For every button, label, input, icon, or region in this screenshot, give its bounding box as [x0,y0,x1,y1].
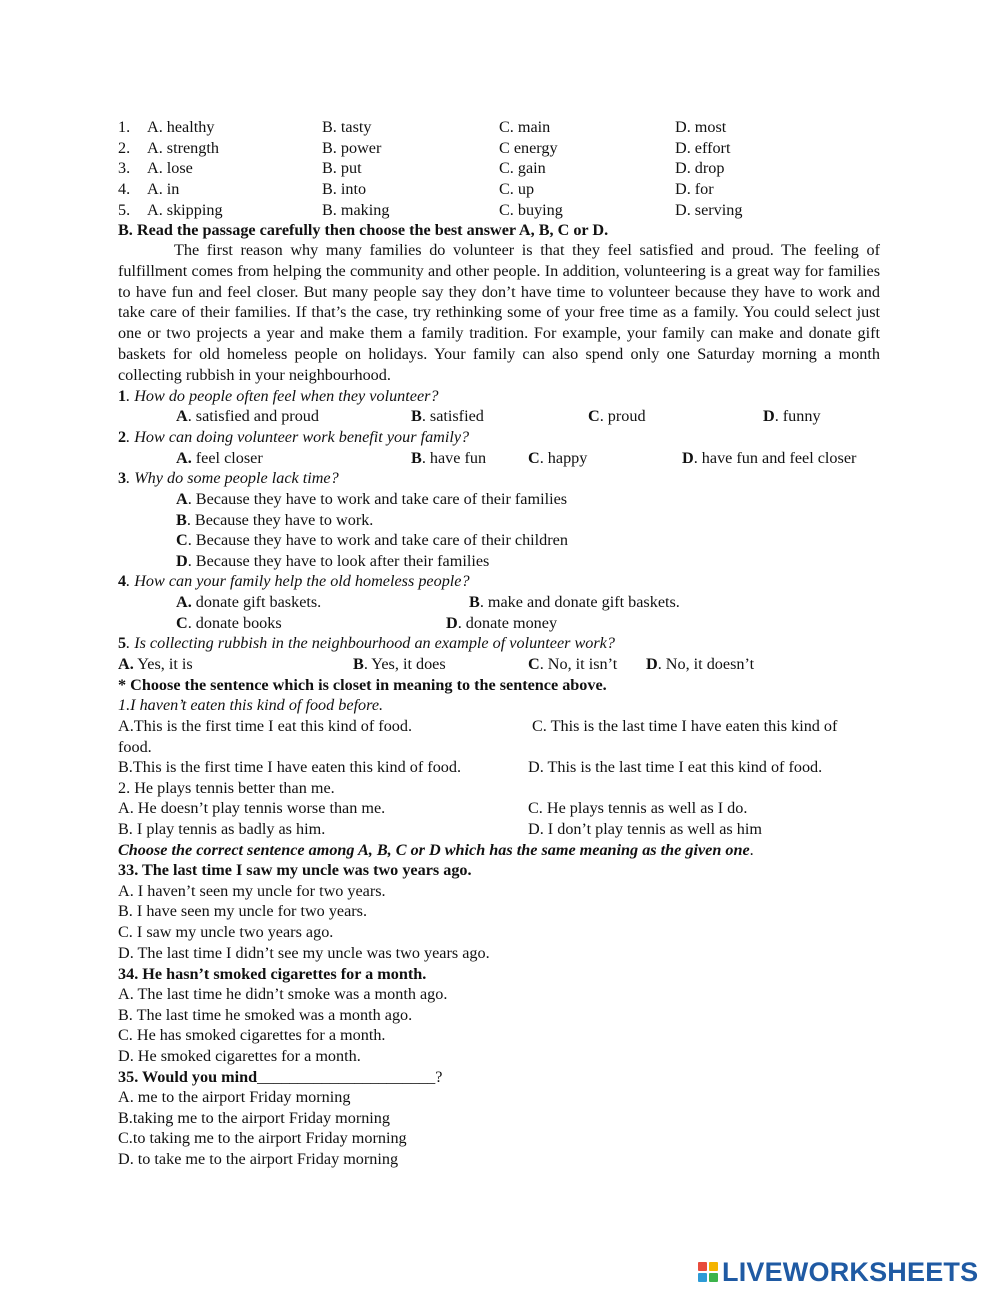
row-5-option-d: D. serving [675,201,743,219]
closest-sentence-2: 2. He plays tennis better than me. [118,779,335,797]
q35-option-d[interactable]: D. to take me to the airport Friday morning [118,1150,399,1168]
closest-1-option-c[interactable]: C. This is the last time I have eaten this kind of [532,717,838,735]
q33-option-b[interactable]: B. I have seen my uncle for two years. [118,902,368,920]
row-4-option-c: C. up [499,180,535,198]
q1-option-a[interactable]: A. satisfied and proud [176,407,319,425]
question-2: 2. How can doing volunteer work benefit your family? [118,428,470,446]
row-1-option-c: C. main [499,118,551,136]
q5-option-d[interactable]: D. No, it doesn’t [646,655,755,673]
q34-option-a[interactable]: A. The last time he didn’t smoke was a month ago. [118,985,448,1003]
logo-block-green [709,1273,718,1282]
q2-option-c[interactable]: C. happy [528,449,588,467]
q35-answer-blank[interactable]: ______________________? [257,1068,443,1086]
q33-option-c[interactable]: C. I saw my uncle two years ago. [118,923,334,941]
row-2-option-a: A. strength [147,139,219,157]
row-3-option-b: B. put [322,159,362,177]
closest-sentence-1: 1.I haven’t eaten this kind of food before. [118,696,384,714]
question-34: 34. He hasn’t smoked cigarettes for a month. [118,965,427,983]
q35-option-c[interactable]: C.to taking me to the airport Friday morning [118,1129,407,1147]
q33-option-a[interactable]: A. I haven’t seen my uncle for two years. [118,882,386,900]
q3-option-d[interactable]: D. Because they have to look after their families [176,552,490,570]
q35-option-a[interactable]: A. me to the airport Friday morning [118,1088,351,1106]
q1-option-b[interactable]: B. satisfied [411,407,484,425]
logo-block-red [698,1262,707,1271]
q3-option-b[interactable]: B. Because they have to work. [176,511,374,529]
closest-1-option-b[interactable]: B.This is the first time I have eaten this kind of food. [118,758,462,776]
q34-option-d[interactable]: D. He smoked cigarettes for a month. [118,1047,361,1065]
row-2-option-d: D. effort [675,139,731,157]
q3-option-a[interactable]: A. Because they have to work and take care of their families [176,490,568,508]
row-5-number: 5. [118,201,131,219]
row-1-number: 1. [118,118,131,136]
liveworksheets-logo [698,1255,978,1289]
question-33: 33. The last time I saw my uncle was two years ago. [118,861,472,879]
row-5-option-c: C. buying [499,201,563,219]
closest-1-option-a[interactable]: A.This is the first time I eat this kind of food. [118,717,413,735]
row-3-option-a: A. lose [147,159,193,177]
closest-2-option-d[interactable]: D. I don’t play tennis as well as him [528,820,762,838]
row-1-option-b: B. tasty [322,118,372,136]
logo-block-yellow [709,1262,718,1271]
q4-option-b[interactable]: B. make and donate gift baskets. [469,593,680,611]
question-1: 1. How do people often feel when they volunteer? [118,387,439,405]
row-4-option-b: B. into [322,180,367,198]
q2-option-b[interactable]: B. have fun [411,449,487,467]
closest-2-option-b[interactable]: B. I play tennis as badly as him. [118,820,326,838]
row-3-option-c: C. gain [499,159,546,177]
row-4-option-d: D. for [675,180,714,198]
reading-passage: The first reason why many families do volunteer is that they feel satisfied and proud. The feeling of fulfillment comes from helping the community and other people. In addition, volunteering is a great way for families to have fun and feel closer. But many people say they don’t have time to volunteer because they have to work and take care of their families. If that’s the case, try rethinking some of your free time as a family. You could select just one or two projects a year and make them a family tradition. For example, your family can make and donate gift baskets for old homeless people on holidays. Your family can also spend only one Saturday morning a month collecting rubbish in your neighbourhood. [118,241,880,384]
q33-option-d[interactable]: D. The last time I didn’t see my uncle was two years ago. [118,944,490,962]
closest-2-option-a[interactable]: A. He doesn’t play tennis worse than me. [118,799,386,817]
q35-option-b[interactable]: B.taking me to the airport Friday morning [118,1109,390,1127]
closest-1-option-d[interactable]: D. This is the last time I eat this kind of food. [528,758,823,776]
question-5: 5. Is collecting rubbish in the neighbourhood an example of volunteer work? [118,634,615,652]
q5-option-b[interactable]: B. Yes, it does [353,655,446,673]
q3-option-c[interactable]: C. Because they have to work and take care of their children [176,531,568,549]
row-3-number: 3. [118,159,131,177]
row-2-number: 2. [118,139,131,157]
q1-option-d[interactable]: D. funny [763,407,821,425]
q2-option-d[interactable]: D. have fun and feel closer [682,449,857,467]
row-5-option-a: A. skipping [147,201,223,219]
row-4-option-a: A. in [147,180,180,198]
row-1-option-a: A. healthy [147,118,215,136]
q2-option-a[interactable]: A. feel closer [176,449,263,467]
question-3: 3. Why do some people lack time? [118,469,339,487]
q4-option-c[interactable]: C. donate books [176,614,282,632]
q5-option-c[interactable]: C. No, it isn’t [528,655,618,673]
question-4: 4. How can your family help the old homeless people? [118,572,470,590]
q34-option-c[interactable]: C. He has smoked cigarettes for a month. [118,1026,386,1044]
logo-block-blue [698,1273,707,1282]
row-2-option-b: B. power [322,139,382,157]
part-b-heading: B. Read the passage carefully then choose the best answer A, B, C or D. [118,221,609,239]
liveworksheets-logo-icon [698,1262,718,1282]
closest-2-option-c[interactable]: C. He plays tennis as well as I do. [528,799,748,817]
row-3-option-d: D. drop [675,159,725,177]
row-5-option-b: B. making [322,201,390,219]
q1-option-c[interactable]: C. proud [588,407,646,425]
row-2-option-c: C energy [499,139,558,157]
same-meaning-heading: Choose the correct sentence among A, B, C or D which has the same meaning as the given one. [118,841,754,859]
question-35: 35. Would you mind______________________? [118,1068,443,1086]
q4-option-d[interactable]: D. donate money [446,614,558,632]
logo-wordmark: LIVEWORKSHEETS [722,1256,979,1287]
row-4-number: 4. [118,180,131,198]
q5-option-a[interactable]: A. Yes, it is [118,655,193,673]
row-1-option-d: D. most [675,118,727,136]
closest-1-option-c-continued: food. [118,738,152,756]
q4-option-a[interactable]: A. donate gift baskets. [176,593,322,611]
closest-meaning-heading: * Choose the sentence which is closet in meaning to the sentence above. [118,676,607,694]
q34-option-b[interactable]: B. The last time he smoked was a month ago. [118,1006,413,1024]
